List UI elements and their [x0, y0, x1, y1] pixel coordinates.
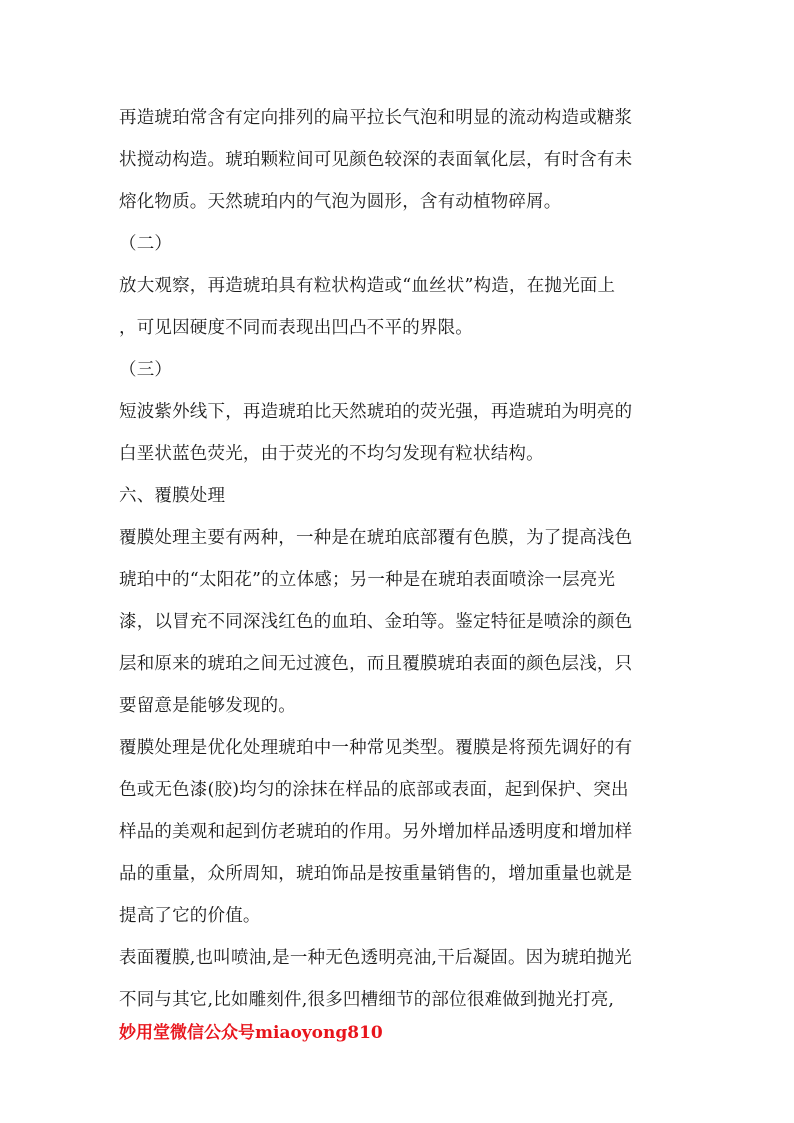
paragraph-line: 覆膜处理主要有两种，一种是在琥珀底部覆有色膜，为了提高浅色: [119, 528, 633, 548]
section-number: （二）: [119, 234, 173, 254]
paragraph-line: 样品的美观和起到仿老琥珀的作用。另外增加样品透明度和增加样: [119, 822, 633, 842]
paragraph-line: 覆膜处理是优化处理琥珀中一种常见类型。覆膜是将预先调好的有: [119, 738, 633, 758]
paragraph-line: 状搅动构造。琥珀颗粒间可见颜色较深的表面氧化层，有时含有未: [119, 150, 633, 170]
section-heading: 六、覆膜处理: [119, 486, 226, 506]
paragraph-line: 漆，以冒充不同深浅红色的血珀、金珀等。鉴定特征是喷涂的颜色: [119, 612, 633, 632]
paragraph-line: 短波紫外线下，再造琥珀比天然琥珀的荧光强，再造琥珀为明亮的: [119, 402, 633, 422]
paragraph-line: 放大观察，再造琥珀具有粒状构造或“血丝状”构造，在抛光面上: [119, 276, 616, 296]
paragraph-line: 不同与其它,比如雕刻件,很多凹槽细节的部位很难做到抛光打亮,: [119, 990, 615, 1010]
paragraph-line: ，可见因硬度不同而表现出凹凸不平的界限。: [119, 318, 473, 338]
paragraph-line: 白垩状蓝色荧光，由于荧光的不均匀发现有粒状结构。: [119, 444, 544, 464]
paragraph-line: 要留意是能够发现的。: [119, 696, 296, 716]
paragraph-line: 品的重量，众所周知，琥珀饰品是按重量销售的，增加重量也就是: [119, 864, 633, 884]
paragraph-line: 琥珀中的“太阳花”的立体感；另一种是在琥珀表面喷涂一层亮光: [119, 570, 616, 590]
paragraph-line: 熔化物质。天然琥珀内的气泡为圆形，含有动植物碎屑。: [119, 192, 562, 212]
paragraph-line: 提高了它的价值。: [119, 906, 261, 926]
paragraph-line: 色或无色漆(胶)均匀的涂抹在样品的底部或表面，起到保护、突出: [119, 780, 629, 800]
paragraph-line: 表面覆膜,也叫喷油,是一种无色透明亮油,干后凝固。因为琥珀抛光: [119, 948, 632, 968]
paragraph-line: 再造琥珀常含有定向排列的扁平拉长气泡和明显的流动构造或糖浆: [119, 108, 633, 128]
wechat-footer-watermark: 妙用堂微信公众号miaoyong810: [119, 1023, 383, 1043]
section-number: （三）: [119, 360, 173, 380]
paragraph-line: 层和原来的琥珀之间无过渡色，而且覆膜琥珀表面的颜色层浅，只: [119, 654, 633, 674]
